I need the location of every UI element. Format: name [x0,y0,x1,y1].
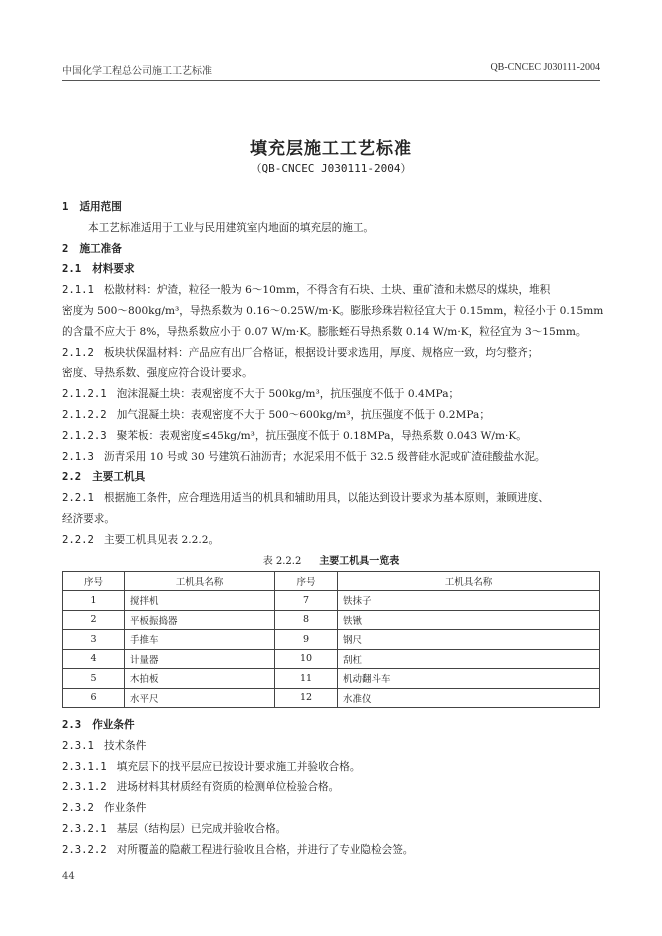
table-cell: 搅拌机 [125,591,275,611]
paragraph: 的含量不应大于 8%，导热系数应小于 0.07 W/m·K。膨胀蛭石导热系数 0.14 W/m·K，粒径宜为 3～15mm。 [62,325,587,338]
table-row [63,688,600,708]
clause-2-3-1: 2.3.1 技术条件 [62,739,147,752]
table-cell: 手推车 [125,630,275,650]
table-cell: 水平尺 [125,688,275,708]
clause-2-1-2: 2.1.2 板块状保温材料：产品应有出厂合格证，根据设计要求选用，厚度、规格应一致，均匀整齐； [62,346,539,359]
clause-2-1-2-3: 2.1.2.3 聚苯板：表观密度≤45kg/m³，抗压强度不低于 0.18MPa，导热系数 0.043 W/m·K。 [62,429,527,442]
header-cell: 序号 [275,571,338,591]
header-cell: 序号 [63,571,125,591]
table-cell: 水准仪 [338,688,600,708]
table-cell: 木拍板 [125,669,275,689]
section-heading-2: 2 施工准备 [62,242,122,255]
running-header-right: QB-CNCEC J030111-2004 [490,62,600,73]
section-heading-2-2: 2.2 主要工机具 [62,471,146,484]
table-cell: 计量器 [125,649,275,669]
header-divider [62,80,600,81]
table-row [63,669,600,689]
header-cell: 工机具名称 [338,571,600,591]
document-body [62,197,604,861]
table-cell: 铁锹 [338,610,600,630]
table-row [63,610,600,630]
table-cell: 11 [275,669,338,689]
paragraph: 密度、导热系数、强度应符合设计要求。 [62,367,253,380]
clause-2-3-2: 2.3.2 作业条件 [62,802,147,815]
table-cell: 3 [63,630,125,650]
table-cell: 钢尺 [338,630,600,650]
section-heading-1: 1 适用范围 [62,201,122,213]
clause-2-1-2-1: 2.1.2.1 泡沫混凝土块：表观密度不大于 500kg/m³，抗压强度不低于 0.4MPa； [62,388,460,401]
page-number: 44 [62,871,75,882]
clause-2-1-1: 2.1.1 松散材料：炉渣，粒径一般为 6～10mm，不得含有石块、土块、重矿渣和未燃尽的煤块，堆积 [62,284,551,297]
table-cell: 6 [63,688,125,708]
clause-2-1-3: 2.1.3 沥青采用 10 号或 30 号建筑石油沥青；水泥采用不低于 32.5 级普硅水泥或矿渣硅酸盐水泥。 [62,450,546,463]
clause-2-3-2-1: 2.3.2.1 基层（结构层）已完成并验收合格。 [62,823,287,836]
document-code: （QB-CNCEC J030111-2004） [250,162,412,175]
section-heading-2-1: 2.1 材料要求 [62,263,135,276]
table-row [63,630,600,650]
table-cell: 刮杠 [338,649,600,669]
clause-2-3-1-2: 2.3.1.2 进场材料其材质经有资质的检测单位检验合格。 [62,781,340,794]
table-row [63,591,600,611]
table-row [63,649,600,669]
table-caption-title: 主要工机具一览表 [319,555,400,567]
table-cell: 1 [63,591,125,611]
clause-2-2-2: 2.2.2 主要工机具见表 2.2.2。 [62,533,220,546]
clause-2-1-2-2: 2.1.2.2 加气混凝土块：表观密度不大于 500～600kg/m³，抗压强度不低于 0.2MPa； [62,408,490,421]
table-caption [62,553,600,571]
table-cell: 平板振捣器 [125,610,275,630]
header-cell: 工机具名称 [125,571,275,591]
running-header-left: 中国化学工程总公司施工工艺标准 [62,66,212,77]
paragraph: 密度为 500～800kg/m³，导热系数为 0.16～0.25W/m·K。膨胀珍珠岩粒径宜大于 0.15mm，粒径小于 0.15mm [62,304,604,317]
table-cell: 4 [63,649,125,669]
section-heading-2-3: 2.3 作业条件 [62,719,135,732]
table-cell: 铁抹子 [338,591,600,611]
tools-table [62,571,600,709]
table-cell: 12 [275,688,338,708]
table-cell: 5 [63,669,125,689]
paragraph: 本工艺标准适用于工业与民用建筑室内地面的填充层的施工。 [88,221,375,234]
paragraph: 经济要求。 [62,512,115,525]
document-title: 填充层施工工艺标准 [250,139,412,159]
table-cell: 10 [275,649,338,669]
table-cell: 机动翻斗车 [338,669,600,689]
table-cell: 8 [275,610,338,630]
table-header-row [63,571,600,591]
clause-2-3-2-2: 2.3.2.2 对所覆盖的隐蔽工程进行验收且合格，并进行了专业隐检会签。 [62,843,414,856]
table-cell: 7 [275,591,338,611]
clause-2-3-1-1: 2.3.1.1 填充层下的找平层应已按设计要求施工并验收合格。 [62,760,361,773]
table-cell: 2 [63,610,125,630]
clause-2-2-1: 2.2.1 根据施工条件，应合理选用适当的机具和辅助用具，以能达到设计要求为基本原则，兼顾进度、 [62,492,549,505]
table-caption-number: 表 2.2.2 [262,555,302,567]
table-cell: 9 [275,630,338,650]
